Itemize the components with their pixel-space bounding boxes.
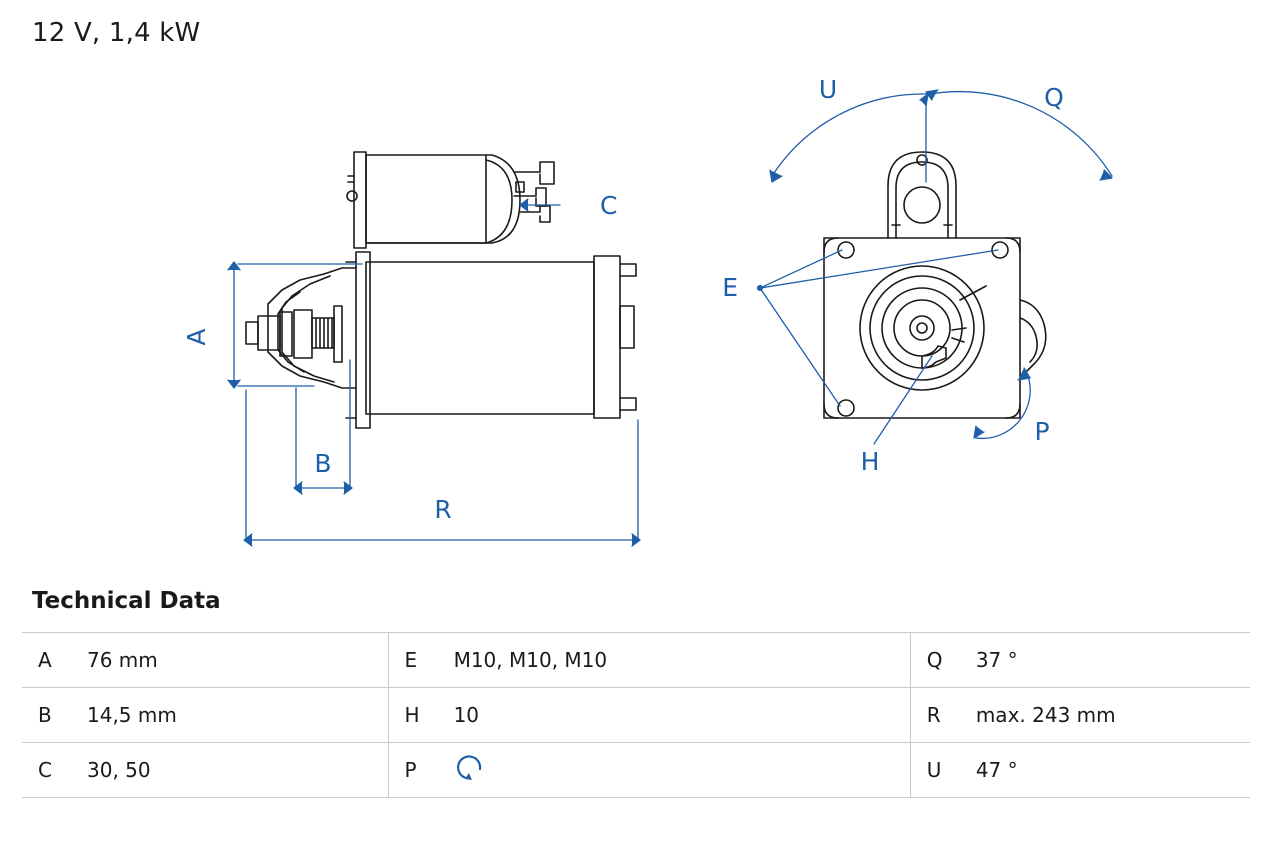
dimension-label-c: C	[600, 191, 618, 220]
technical-data-heading: Technical Data	[32, 588, 221, 614]
dimension-label-e: E	[722, 273, 738, 302]
technical-data-table-wrapper	[22, 632, 1250, 798]
dimension-label-a: A	[182, 328, 211, 346]
row-value-r: max. 243 mm	[966, 688, 1250, 743]
front-view-group	[722, 75, 1112, 476]
table-row	[22, 633, 1250, 688]
row-key-u: U	[910, 743, 966, 798]
dimension-label-u: U	[818, 75, 838, 104]
row-value-q: 37 °	[966, 633, 1250, 688]
row-key-q: Q	[910, 633, 966, 688]
row-key-r: R	[910, 688, 966, 743]
dimension-label-b: B	[314, 449, 332, 478]
row-value-e: M10, M10, M10	[444, 633, 911, 688]
row-key-b: B	[22, 688, 77, 743]
table-row	[22, 688, 1250, 743]
row-value-c: 30, 50	[77, 743, 388, 798]
row-key-p: P	[388, 743, 444, 798]
row-value-a: 76 mm	[77, 633, 388, 688]
side-view-group	[182, 152, 640, 546]
row-key-c: C	[22, 743, 77, 798]
rotation-direction-icon	[454, 753, 488, 788]
row-value-p	[444, 743, 911, 798]
row-key-a: A	[22, 633, 77, 688]
page-title: 12 V, 1,4 kW	[32, 18, 201, 48]
technical-data-table	[22, 632, 1250, 798]
table-row	[22, 743, 1250, 798]
dimension-label-h: H	[860, 447, 880, 476]
dimension-label-q: Q	[1044, 83, 1064, 112]
row-value-b: 14,5 mm	[77, 688, 388, 743]
row-key-h: H	[388, 688, 444, 743]
dimension-label-p: P	[1034, 417, 1050, 446]
row-key-e: E	[388, 633, 444, 688]
row-value-h: 10	[444, 688, 911, 743]
dimension-label-r: R	[434, 495, 452, 524]
row-value-u: 47 °	[966, 743, 1250, 798]
